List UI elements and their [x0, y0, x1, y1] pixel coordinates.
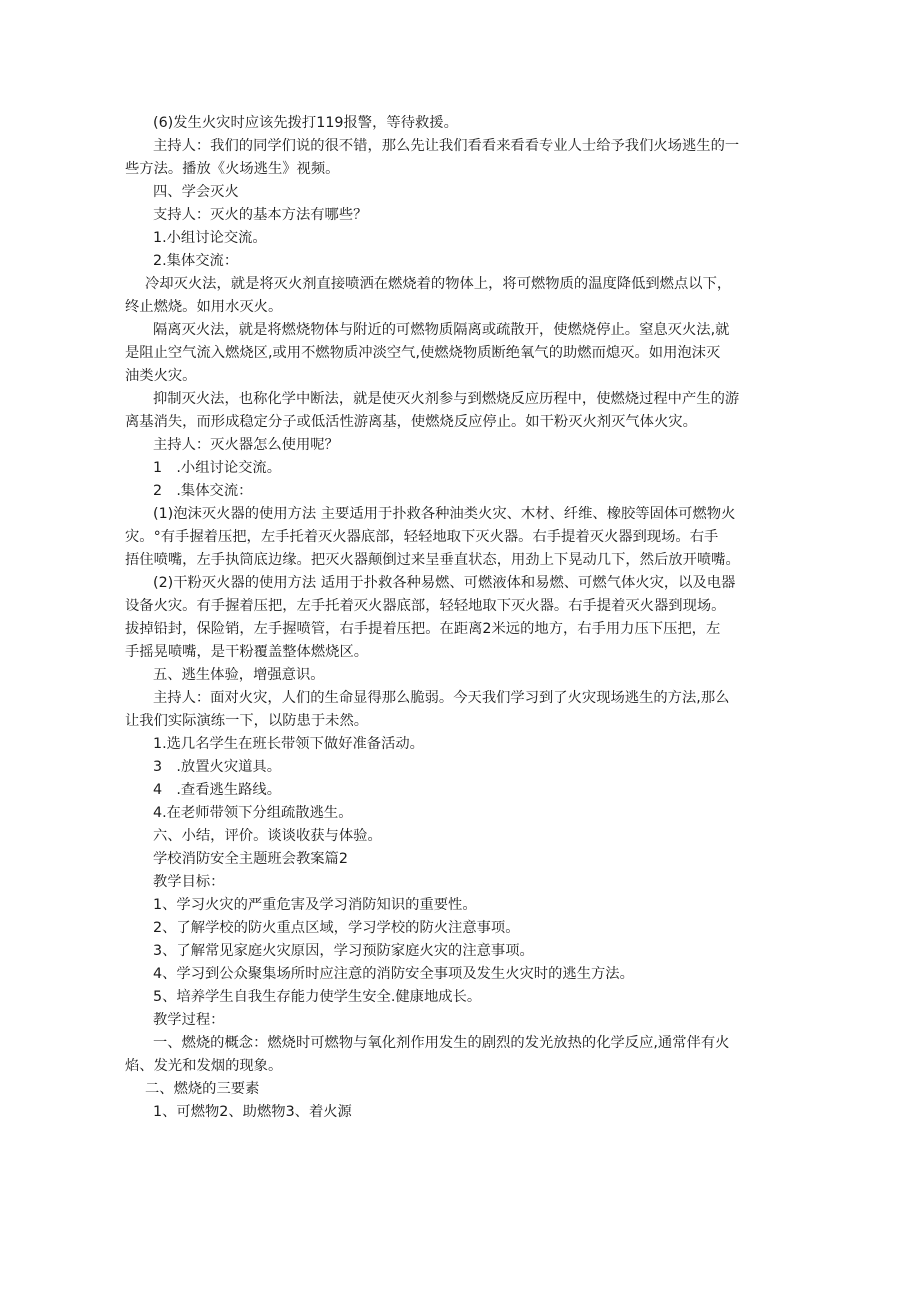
text-line: 些方法。播放《火场逃生》视频。: [125, 161, 340, 177]
section-heading: 二、燃烧的三要素: [145, 1081, 260, 1097]
text-line: 1 .小组讨论交流。: [153, 460, 282, 476]
text-line: 灾。°有手握着压把，左手托着灭火器底部，轻轻地取下灭火器。右手提着灭火器到现场。右手: [125, 529, 719, 545]
text-line: 离基消失，而形成稳定分子或低活性游离基，使燃烧反应停止。如干粉灭火剂灭气体火灾。: [125, 414, 697, 430]
article-title: 学校消防安全主题班会教案篇2: [153, 851, 348, 867]
list-item: 2、了解学校的防火重点区域，学习学校的防火注意事项。: [153, 920, 520, 936]
text-line: 2.集体交流：: [153, 253, 239, 269]
text-line: 焰、发光和发烟的现象。: [125, 1058, 283, 1074]
section-heading: 五、逃生体验，增强意识。: [153, 667, 325, 683]
text-line: 1、可燃物2、助燃物3、着火源: [153, 1104, 352, 1120]
text-line: 拔掉铅封，保险销，左手握喷管，右手提着压把。在距离2米远的地方，右手用力压下压把，左: [125, 621, 721, 637]
text-line: 1.小组讨论交流。: [153, 230, 267, 246]
section-heading: 六、小结，评价。谈谈收获与体验。: [153, 828, 382, 844]
list-item: 4、学习到公众聚集场所时应注意的消防安全事项及发生火灾时的逃生方法。: [153, 966, 634, 982]
text-line: 设备火灾。有手握着压把，左手托着灭火器底部，轻轻地取下灭火器。右手提着灭火器到现场。: [125, 598, 726, 614]
text-line: (6)发生火灾时应该先拨打119报警，等待救援。: [153, 115, 458, 131]
text-line: (1)泡沫灭火器的使用方法 主要适用于扑救各种油类火灾、木材、纤维、橡胶等固体可燃物火: [153, 506, 736, 522]
text-line: 教学过程：: [153, 1012, 225, 1028]
list-item: 1、学习火灾的严重危害及学习消防知识的重要性。: [153, 897, 477, 913]
text-line: 支持人：灭火的基本方法有哪些？: [153, 207, 368, 223]
section-heading: 四、学会灭火: [153, 184, 239, 200]
list-item: 5、培养学生自我生存能力使学生安全.健康地成长。: [153, 989, 482, 1005]
text-line: 3 .放置火灾道具。: [153, 759, 282, 775]
text-line: 隔离灭火法，就是将燃烧物体与附近的可燃物质隔离或疏散开，使燃烧停止。窒息灭火法,就: [153, 322, 730, 338]
text-line: 教学目标：: [153, 874, 225, 890]
text-line: 油类火灾。: [125, 368, 197, 384]
text-line: 抑制灭火法，也称化学中断法，就是使灭火剂参与到燃烧反应历程中，使燃烧过程中产生的游: [153, 391, 740, 407]
text-line: 4.在老师带领下分组疏散逃生。: [153, 805, 353, 821]
text-line: 手摇晃喷嘴，是干粉覆盖整体燃烧区。: [125, 644, 369, 660]
text-line: 一、燃烧的概念：燃烧时可燃物与氧化剂作用发生的剧烈的发光放热的化学反应,通常伴有火: [153, 1035, 730, 1051]
text-line: 主持人：我们的同学们说的很不错，那么先让我们看看来看看专业人士给予我们火场逃生的一: [153, 138, 740, 154]
text-line: 2 .集体交流：: [153, 483, 253, 499]
document-body: [125, 112, 800, 1124]
text-line: 捂住喷嘴，左手执筒底边缘。把灭火器颠倒过来呈垂直状态，用劲上下晃动几下，然后放开喷嘴。: [125, 552, 740, 568]
text-line: 4 .查看逃生路线。: [153, 782, 282, 798]
text-line: 主持人：面对火灾，人们的生命显得那么脆弱。今天我们学习到了火灾现场逃生的方法,那么: [153, 690, 730, 706]
text-line: 冷却灭火法，就是将灭火剂直接喷洒在燃烧着的物体上，将可燃物质的温度降低到燃点以下，: [145, 276, 732, 292]
text-line: 让我们实际演练一下，以防患于未然。: [125, 713, 369, 729]
text-line: (2)干粉灭火器的使用方法 适用于扑救各种易燃、可燃液体和易燃、可燃气体火灾，以及电器: [153, 575, 736, 591]
text-line: 终止燃烧。如用水灭火。: [125, 299, 283, 315]
text-line: 是阻止空气流入燃烧区,或用不燃物质冲淡空气,使燃烧物质断绝氧气的助燃而熄灭。如用泡沫灭: [125, 345, 721, 361]
text-line: 1.选几名学生在班长带领下做好准备活动。: [153, 736, 424, 752]
text-line: 主持人：灭火器怎么使用呢？: [153, 437, 339, 453]
list-item: 3、了解常见家庭火灾原因，学习预防家庭火灾的注意事项。: [153, 943, 534, 959]
